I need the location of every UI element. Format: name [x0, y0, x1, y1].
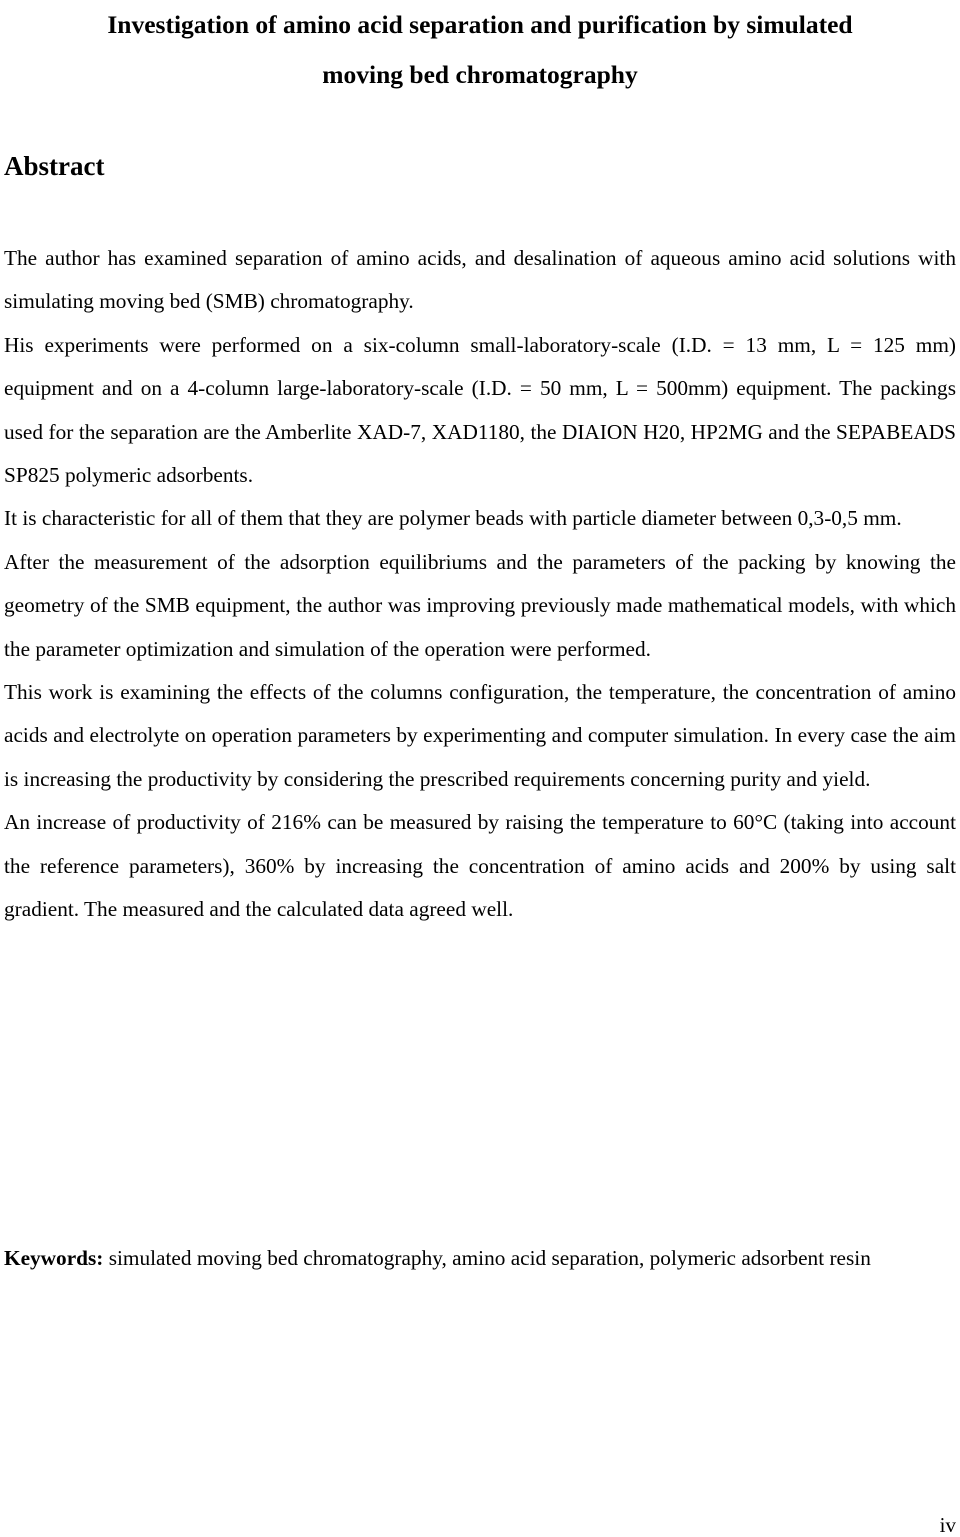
abstract-paragraph-2: His experiments were performed on a six-column small-laboratory-scale (I.D. = 13 mm, L = 125 mm) equipment and on a 4-column large-laboratory-scale (I.D. = 50 mm, L = 500mm) equipment. The packings used for the separation are the Amberlite XAD-7, XAD1180, the DIAION H20, HP2MG and the SEPABEADS SP825 polymeric adsorbents.	[4, 332, 956, 488]
abstract-paragraph-6: An increase of productivity of 216% can be measured by raising the temperature to 60°C (taking into account the reference parameters), 360% by increasing the concentration of amino acids and 200% by using salt gradient. The measured and the calculated data agreed well.	[4, 810, 956, 922]
keywords-label: Keywords:	[4, 1246, 104, 1270]
abstract-heading: Abstract	[4, 151, 105, 181]
keywords-text: simulated moving bed chromatography, amino acid separation, polymeric adsorbent resin	[108, 1246, 871, 1270]
abstract-paragraph-5: This work is examining the effects of the columns configuration, the temperature, the concentration of amino acids and electrolyte on operation parameters by experimenting and computer simulation. In every case the aim is increasing the productivity by considering the prescribed requirements concerning purity and yield.	[4, 680, 956, 791]
title-line-1: Investigation of amino acid separation and purification by simulated	[107, 10, 853, 39]
abstract-paragraph-4: After the measurement of the adsorption equilibriums and the parameters of the packing by knowing the geometry of the SMB equipment, the author was improving previously made mathematical models, with which the parameter optimization and simulation of the operation were performed.	[4, 549, 956, 661]
abstract-body	[4, 237, 956, 932]
keywords	[4, 1237, 956, 1280]
abstract-paragraph-1: The author has examined separation of amino acids, and desalination of aqueous amino acid solutions with simulating moving bed (SMB) chromatography.	[4, 246, 956, 314]
document-title	[0, 0, 960, 100]
abstract-paragraph-3: It is characteristic for all of them that they are polymer beads with particle diameter between 0,3-0,5 mm.	[4, 506, 902, 531]
title-line-2: moving bed chromatography	[322, 60, 638, 89]
page-number: iv	[939, 1513, 956, 1537]
